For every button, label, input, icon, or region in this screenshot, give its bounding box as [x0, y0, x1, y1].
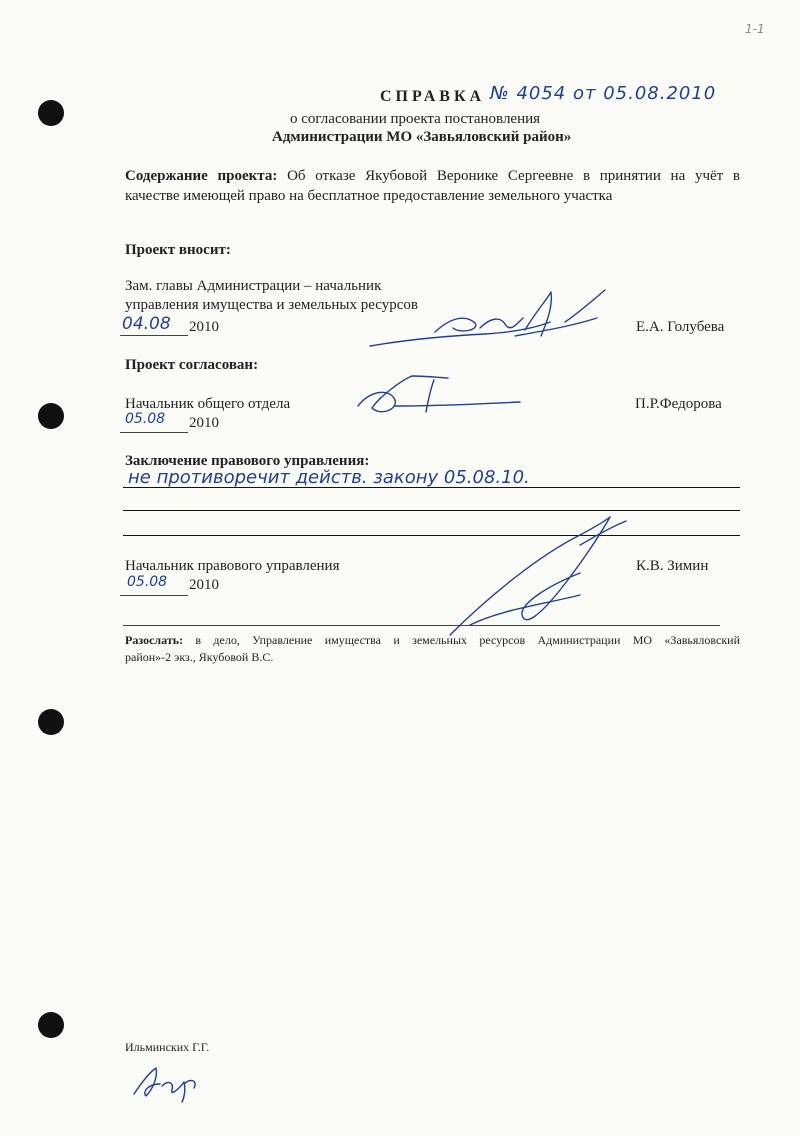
agreed-date-underline — [120, 432, 188, 433]
legal-line-2 — [123, 510, 740, 511]
distribution-block — [125, 632, 740, 666]
distribution-label: Разослать: — [125, 633, 184, 647]
agreed-year: 2010 — [189, 415, 219, 431]
agreed-date-handwritten: 05.08 — [125, 411, 166, 427]
legal-label: Заключение правового управления: — [125, 453, 370, 469]
submitted-year: 2010 — [189, 319, 219, 335]
document-subtitle-line1: о согласовании проекта постановления — [290, 111, 541, 127]
project-content-text-line1: Об отказе Якубовой Веронике Сергеевне в принятии на учёт в — [287, 168, 741, 184]
legal-handwritten-conclusion: не противоречит действ. закону 05.08.10. — [128, 467, 530, 488]
distribution-separator — [123, 625, 720, 626]
page-mark: 1-1 — [745, 22, 765, 36]
distribution-text-line2: район»-2 экз., Якубовой В.С. — [125, 650, 274, 664]
legal-date-handwritten: 05.08 — [127, 574, 168, 590]
document-subtitle-line2: Администрации МО «Завьяловский район» — [272, 129, 572, 145]
submitted-name: Е.А. Голубева — [636, 319, 725, 335]
project-content-text-line2: качестве имеющей право на бесплатное предоставление земельного участка — [125, 188, 613, 204]
project-content — [125, 166, 740, 206]
legal-signature — [430, 515, 640, 640]
submitted-signature — [365, 288, 615, 358]
legal-position: Начальник правового управления — [125, 558, 340, 574]
punch-hole-1 — [38, 100, 64, 126]
legal-date-underline — [120, 595, 188, 596]
punch-hole-4 — [38, 1012, 64, 1038]
distribution-text-line1: в дело, Управление имущества и земельных ресурсов Администрации МО «Завьяловский — [195, 633, 741, 647]
document-title: СПРАВКА — [380, 88, 486, 105]
punch-hole-3 — [38, 709, 64, 735]
agreed-label: Проект согласован: — [125, 357, 259, 373]
handwritten-reference-number: № 4054 от 05.08.2010 — [490, 83, 717, 104]
agreed-position: Начальник общего отдела — [125, 396, 291, 412]
executor-name: Ильминских Г.Г. — [125, 1040, 210, 1054]
submitted-date-handwritten: 04.08 — [122, 314, 171, 334]
punch-hole-2 — [38, 403, 64, 429]
agreed-name: П.Р.Федорова — [635, 396, 722, 412]
legal-name: К.В. Зимин — [636, 558, 709, 574]
legal-year: 2010 — [189, 577, 219, 593]
submitted-position-line2: управления имущества и земельных ресурсов — [125, 297, 418, 313]
submitted-date-underline — [120, 335, 188, 336]
submitted-label: Проект вносит: — [125, 242, 231, 258]
legal-line-1 — [123, 487, 740, 488]
submitted-position-line1: Зам. главы Администрации – начальник — [125, 278, 382, 294]
agreed-signature — [350, 372, 530, 422]
executor-signature — [128, 1062, 208, 1102]
project-content-label: Содержание проекта: — [125, 168, 278, 184]
